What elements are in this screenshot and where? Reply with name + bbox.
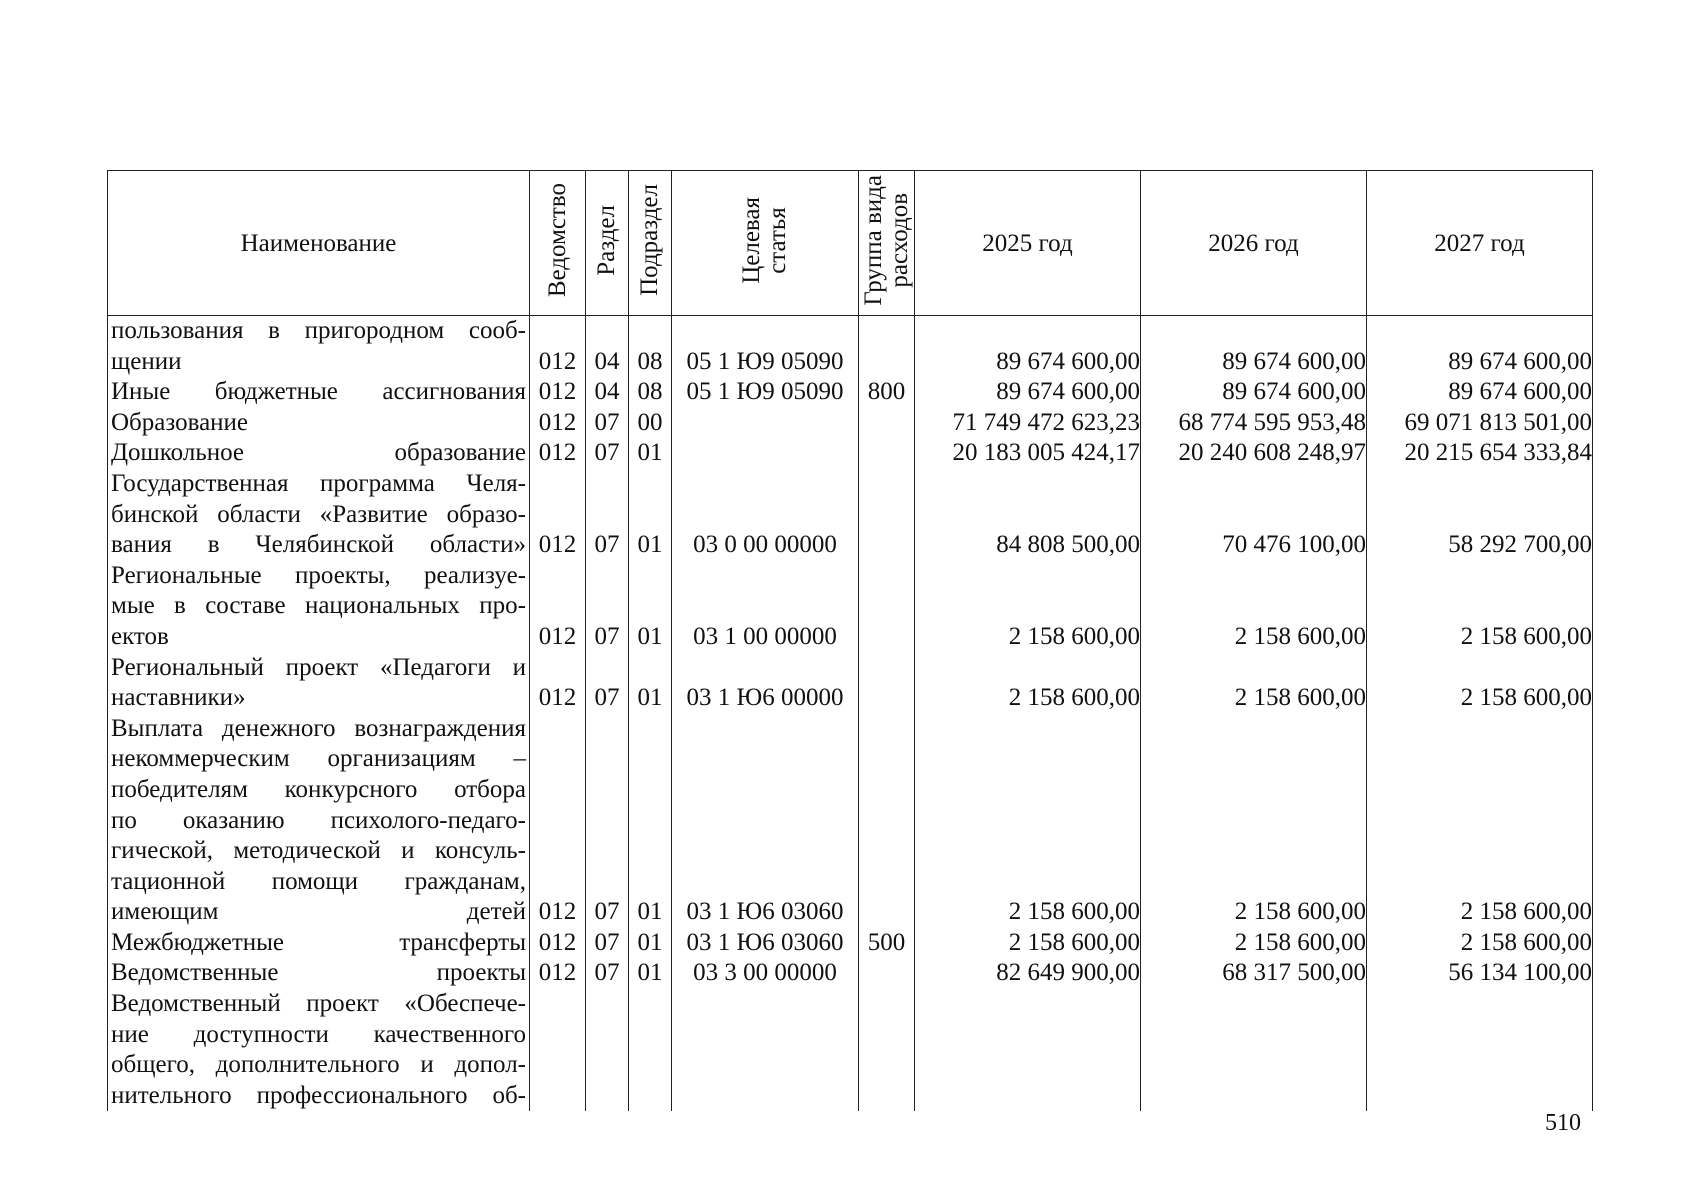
name-line: Ведомственный проект «Обеспече- bbox=[111, 990, 526, 1018]
header-year-2027: 2027 год bbox=[1367, 171, 1593, 316]
amount-2027-cell: 89 674 600,00 bbox=[1367, 377, 1593, 408]
podrazdel-cell: 08 bbox=[629, 377, 672, 408]
header-name: Наименование bbox=[108, 171, 530, 316]
amount-2026-cell: 20 240 608 248,97 bbox=[1141, 438, 1367, 469]
podrazdel-cell: 00 bbox=[629, 408, 672, 439]
page-number: 510 bbox=[1545, 1110, 1581, 1136]
table-row bbox=[108, 653, 1593, 714]
amount-2026-cell: 89 674 600,00 bbox=[1141, 316, 1367, 378]
name-cell bbox=[108, 989, 530, 1111]
name-line: ние доступности качественного bbox=[111, 1020, 526, 1048]
table-row bbox=[108, 316, 1593, 378]
target-article-cell: 03 0 00 00000 bbox=[672, 469, 859, 561]
header-podrazdel bbox=[629, 171, 672, 316]
expense-group-cell bbox=[859, 653, 915, 714]
target-article-cell: 05 1 Ю9 05090 bbox=[672, 377, 859, 408]
name-line: Региональные проекты, реализуе- bbox=[111, 561, 526, 589]
podrazdel-cell: 01 bbox=[629, 958, 672, 989]
expense-group-cell: 800 bbox=[859, 377, 915, 408]
razdel-cell: 07 bbox=[586, 928, 629, 959]
razdel-cell: 07 bbox=[586, 653, 629, 714]
amount-2026-cell: 2 158 600,00 bbox=[1141, 561, 1367, 653]
header-razdel bbox=[586, 171, 629, 316]
target-article-cell: 03 3 00 00000 bbox=[672, 958, 859, 989]
header-group-line2: расходов bbox=[885, 192, 913, 288]
amount-2027-cell: 2 158 600,00 bbox=[1367, 928, 1593, 959]
name-line: Государственная программа Челя- bbox=[111, 469, 526, 497]
name-line: по оказанию психолого-педаго- bbox=[111, 806, 526, 834]
name-cell bbox=[108, 377, 530, 408]
amount-2027-cell: 2 158 600,00 bbox=[1367, 653, 1593, 714]
name-line: мые в составе национальных про- bbox=[111, 592, 526, 620]
header-target-article bbox=[672, 171, 859, 316]
razdel-cell: 07 bbox=[586, 714, 629, 928]
name-line: некоммерческим организациям – bbox=[111, 745, 526, 773]
table-body bbox=[108, 316, 1593, 1112]
podrazdel-cell bbox=[629, 989, 672, 1111]
razdel-cell: 07 bbox=[586, 438, 629, 469]
header-target-line2: статья bbox=[764, 206, 791, 274]
vedomstvo-cell: 012 bbox=[530, 408, 586, 439]
name-line: щении bbox=[111, 347, 182, 375]
vedomstvo-cell: 012 bbox=[530, 653, 586, 714]
header-group-line1: Группа вида bbox=[859, 174, 887, 306]
name-cell bbox=[108, 928, 530, 959]
name-line: Дошкольное образование bbox=[111, 439, 526, 467]
name-cell bbox=[108, 438, 530, 469]
name-line: Иные бюджетные ассигнования bbox=[111, 378, 526, 406]
target-article-cell: 03 1 Ю6 03060 bbox=[672, 714, 859, 928]
amount-2026-cell: 2 158 600,00 bbox=[1141, 653, 1367, 714]
name-line: имеющим детей bbox=[111, 898, 526, 926]
header-razdel-label: Раздел bbox=[593, 204, 620, 276]
name-line: наставники» bbox=[111, 684, 246, 712]
table-row bbox=[108, 408, 1593, 439]
amount-2027-cell: 56 134 100,00 bbox=[1367, 958, 1593, 989]
amount-2026-cell: 68 774 595 953,48 bbox=[1141, 408, 1367, 439]
amount-2026-cell: 68 317 500,00 bbox=[1141, 958, 1367, 989]
amount-2025-cell bbox=[915, 989, 1141, 1111]
expense-group-cell: 500 bbox=[859, 928, 915, 959]
amount-2025-cell: 20 183 005 424,17 bbox=[915, 438, 1141, 469]
table-row bbox=[108, 377, 1593, 408]
expense-group-cell bbox=[859, 561, 915, 653]
podrazdel-cell: 01 bbox=[629, 469, 672, 561]
table-row bbox=[108, 958, 1593, 989]
name-line: Ведомственные проекты bbox=[111, 959, 526, 987]
name-cell bbox=[108, 714, 530, 928]
target-article-cell: 03 1 Ю6 03060 bbox=[672, 928, 859, 959]
amount-2025-cell: 82 649 900,00 bbox=[915, 958, 1141, 989]
razdel-cell: 04 bbox=[586, 377, 629, 408]
name-line: Образование bbox=[111, 408, 249, 436]
amount-2027-cell: 69 071 813 501,00 bbox=[1367, 408, 1593, 439]
name-line: Региональный проект «Педагоги и bbox=[111, 653, 526, 681]
amount-2025-cell: 2 158 600,00 bbox=[915, 714, 1141, 928]
amount-2025-cell: 71 749 472 623,23 bbox=[915, 408, 1141, 439]
podrazdel-cell: 01 bbox=[629, 653, 672, 714]
name-cell bbox=[108, 653, 530, 714]
name-line: общего, дополнительного и допол- bbox=[111, 1051, 526, 1079]
target-article-cell: 03 1 00 00000 bbox=[672, 561, 859, 653]
header-vedomstvo-label: Ведомство bbox=[543, 182, 571, 298]
expense-group-cell bbox=[859, 316, 915, 378]
vedomstvo-cell bbox=[530, 989, 586, 1111]
name-line: Выплата денежного вознаграждения bbox=[111, 714, 526, 742]
expense-group-cell bbox=[859, 438, 915, 469]
expense-group-cell bbox=[859, 958, 915, 989]
name-cell bbox=[108, 408, 530, 439]
amount-2025-cell: 2 158 600,00 bbox=[915, 561, 1141, 653]
name-line: пользования в пригородном сооб- bbox=[111, 317, 526, 344]
header-year-2026: 2026 год bbox=[1141, 171, 1367, 316]
podrazdel-cell: 01 bbox=[629, 561, 672, 653]
razdel-cell: 07 bbox=[586, 958, 629, 989]
table-row bbox=[108, 714, 1593, 928]
name-line: тационной помощи гражданам, bbox=[111, 867, 526, 895]
vedomstvo-cell: 012 bbox=[530, 316, 586, 378]
name-cell bbox=[108, 469, 530, 561]
vedomstvo-cell: 012 bbox=[530, 377, 586, 408]
amount-2025-cell: 2 158 600,00 bbox=[915, 653, 1141, 714]
amount-2027-cell bbox=[1367, 989, 1593, 1111]
table-header bbox=[108, 171, 1593, 316]
name-line: гической, методической и консуль- bbox=[111, 837, 526, 865]
name-cell bbox=[108, 958, 530, 989]
podrazdel-cell: 08 bbox=[629, 316, 672, 378]
amount-2027-cell: 58 292 700,00 bbox=[1367, 469, 1593, 561]
target-article-cell: 05 1 Ю9 05090 bbox=[672, 316, 859, 378]
name-line: ектов bbox=[111, 622, 169, 650]
name-line: нительного профессионального об- bbox=[111, 1081, 526, 1109]
header-row bbox=[108, 171, 1593, 316]
expense-group-cell bbox=[859, 989, 915, 1111]
vedomstvo-cell: 012 bbox=[530, 469, 586, 561]
header-expense-group bbox=[859, 171, 915, 316]
name-line: вания в Челябинской области» bbox=[111, 531, 526, 559]
header-group-label bbox=[861, 175, 913, 306]
razdel-cell bbox=[586, 989, 629, 1111]
header-target-label bbox=[739, 197, 791, 284]
vedomstvo-cell: 012 bbox=[530, 438, 586, 469]
target-article-cell bbox=[672, 438, 859, 469]
name-cell bbox=[108, 561, 530, 653]
podrazdel-cell: 01 bbox=[629, 714, 672, 928]
header-year-2025: 2025 год bbox=[915, 171, 1141, 316]
table-row bbox=[108, 561, 1593, 653]
amount-2027-cell: 89 674 600,00 bbox=[1367, 316, 1593, 378]
amount-2027-cell: 2 158 600,00 bbox=[1367, 561, 1593, 653]
budget-table bbox=[107, 170, 1593, 1111]
amount-2026-cell: 2 158 600,00 bbox=[1141, 714, 1367, 928]
table-row bbox=[108, 438, 1593, 469]
amount-2026-cell: 2 158 600,00 bbox=[1141, 928, 1367, 959]
vedomstvo-cell: 012 bbox=[530, 928, 586, 959]
table-row bbox=[108, 989, 1593, 1111]
amount-2026-cell bbox=[1141, 989, 1367, 1111]
amount-2027-cell: 2 158 600,00 bbox=[1367, 714, 1593, 928]
name-line: Межбюджетные трансферты bbox=[111, 928, 526, 956]
razdel-cell: 07 bbox=[586, 408, 629, 439]
amount-2025-cell: 84 808 500,00 bbox=[915, 469, 1141, 561]
expense-group-cell bbox=[859, 714, 915, 928]
amount-2026-cell: 70 476 100,00 bbox=[1141, 469, 1367, 561]
target-article-cell bbox=[672, 989, 859, 1111]
header-podrazdel-label: Подраздел bbox=[636, 184, 663, 296]
vedomstvo-cell: 012 bbox=[530, 714, 586, 928]
amount-2025-cell: 89 674 600,00 bbox=[915, 316, 1141, 378]
table-row bbox=[108, 928, 1593, 959]
header-target-line1: Целевая bbox=[738, 196, 765, 284]
amount-2025-cell: 89 674 600,00 bbox=[915, 377, 1141, 408]
vedomstvo-cell: 012 bbox=[530, 561, 586, 653]
podrazdel-cell: 01 bbox=[629, 438, 672, 469]
target-article-cell: 03 1 Ю6 00000 bbox=[672, 653, 859, 714]
vedomstvo-cell: 012 bbox=[530, 958, 586, 989]
amount-2026-cell: 89 674 600,00 bbox=[1141, 377, 1367, 408]
expense-group-cell bbox=[859, 469, 915, 561]
name-line: победителям конкурсного отбора bbox=[111, 775, 526, 803]
podrazdel-cell: 01 bbox=[629, 928, 672, 959]
razdel-cell: 04 bbox=[586, 316, 629, 378]
razdel-cell: 07 bbox=[586, 561, 629, 653]
target-article-cell bbox=[672, 408, 859, 439]
amount-2027-cell: 20 215 654 333,84 bbox=[1367, 438, 1593, 469]
razdel-cell: 07 bbox=[586, 469, 629, 561]
amount-2025-cell: 2 158 600,00 bbox=[915, 928, 1141, 959]
name-cell bbox=[108, 316, 530, 378]
table-row bbox=[108, 469, 1593, 561]
name-line: бинской области «Развитие образо- bbox=[111, 500, 526, 528]
expense-group-cell bbox=[859, 408, 915, 439]
header-vedomstvo bbox=[530, 171, 586, 316]
